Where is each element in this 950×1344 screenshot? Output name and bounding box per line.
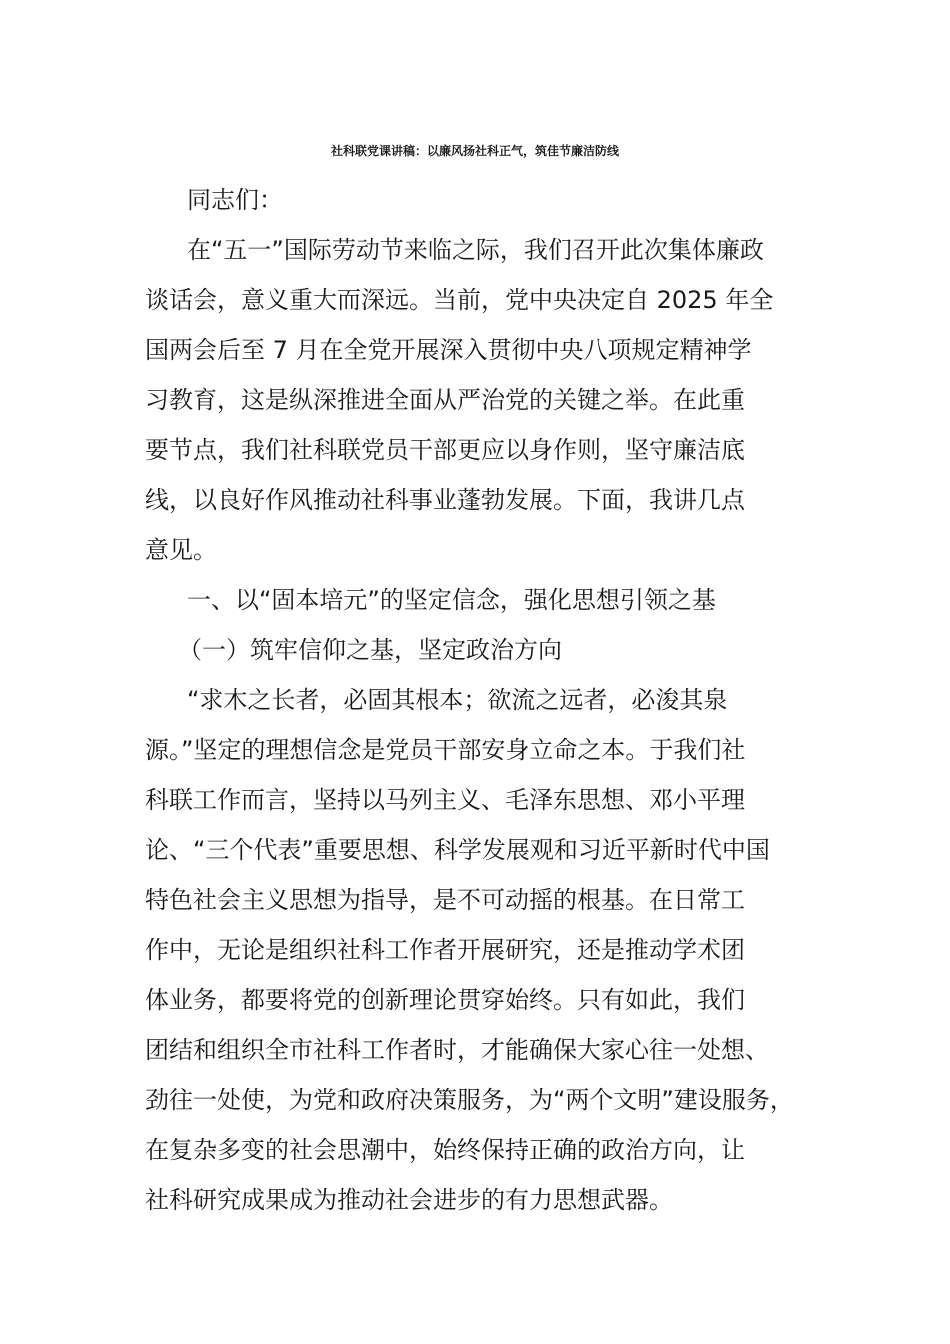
section-heading: 一、以“固本培元”的坚定信念，强化思想引领之基 (187, 586, 716, 614)
paragraph-line: 团结和组织全市社科工作者时，才能确保大家心往一处想、 (145, 1036, 769, 1064)
salutation: 同志们： (187, 186, 283, 214)
paragraph-line: 论、“三个代表”重要思想、科学发展观和习近平新时代中国 (145, 836, 770, 864)
paragraph-line: 在“五一”国际劳动节来临之际，我们召开此次集体廉政 (187, 236, 764, 264)
paragraph-line: “求木之长者，必固其根本；欲流之远者，必浚其泉 (187, 686, 728, 714)
paragraph-line: 要节点，我们社科联党员干部更应以身作则，坚守廉洁底 (145, 436, 745, 464)
paragraph-line: 谈话会，意义重大而深远。当前，党中央决定自 2025 年全 (145, 286, 774, 314)
subsection-heading: （一）筑牢信仰之基，坚定政治方向 (178, 636, 562, 664)
paragraph-line: 国两会后至 7 月在全党开展深入贯彻中央八项规定精神学 (145, 336, 752, 364)
document-title: 社科联党课讲稿：以廉风扬社科正气，筑佳节廉洁防线 (330, 144, 619, 158)
paragraph-line: 在复杂多变的社会思潮中，始终保持正确的政治方向，让 (145, 1136, 745, 1164)
paragraph-line: 科联工作而言，坚持以马列主义、毛泽东思想、邓小平理 (145, 786, 745, 814)
paragraph-line: 特色社会主义思想为指导，是不可动摇的根基。在日常工 (145, 886, 745, 914)
paragraph-line: 意见。 (145, 536, 217, 564)
paragraph-line: 作中，无论是组织社科工作者开展研究，还是推动学术团 (145, 936, 745, 964)
paragraph-line: 社科研究成果成为推动社会进步的有力思想武器。 (145, 1186, 673, 1214)
paragraph-line: 体业务，都要将党的创新理论贯穿始终。只有如此，我们 (145, 986, 745, 1014)
paragraph-line: 劲往一处使，为党和政府决策服务，为“两个文明”建设服务， (145, 1086, 794, 1114)
paragraph-line: 习教育，这是纵深推进全面从严治党的关键之举。在此重 (145, 386, 745, 414)
paragraph-line: 源。”坚定的理想信念是党员干部安身立命之本。于我们社 (145, 736, 746, 764)
paragraph-line: 线，以良好作风推动社科事业蓬勃发展。下面，我讲几点 (145, 486, 745, 514)
